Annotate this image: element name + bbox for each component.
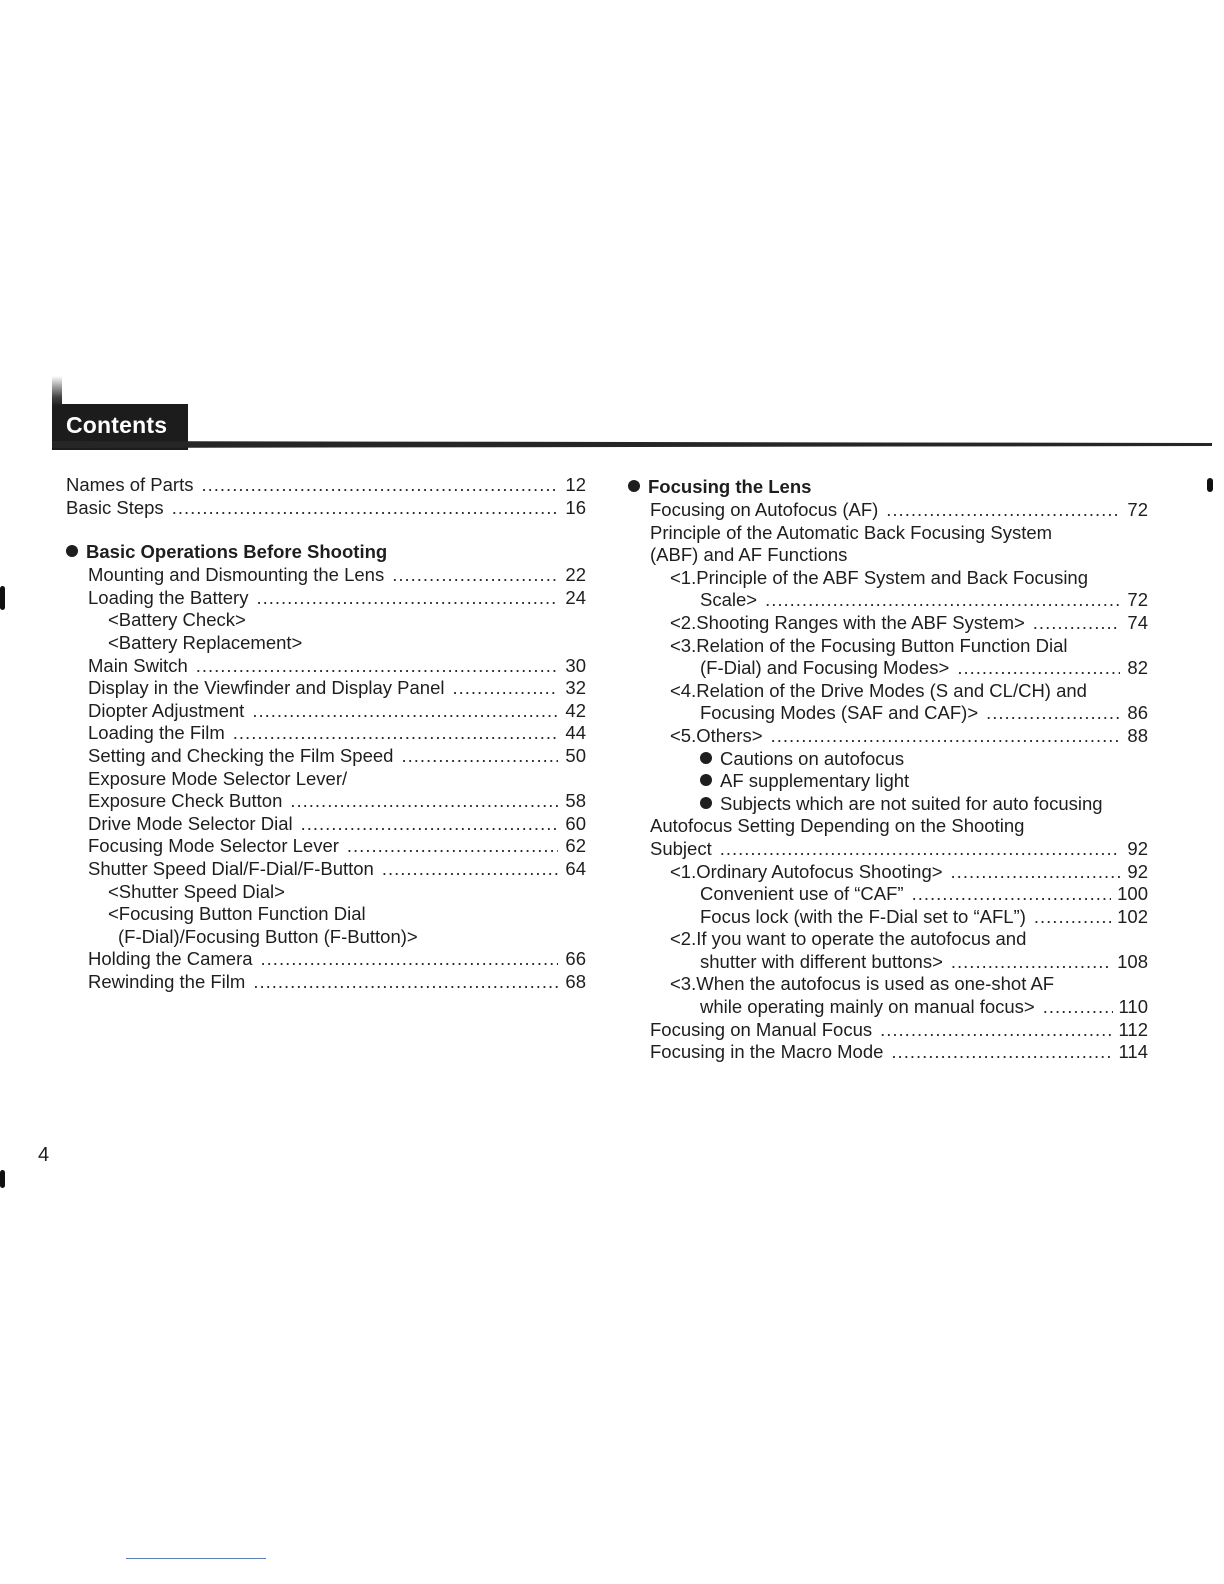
- toc-subentry[interactable]: <2.If you want to operate the autofocus and: [670, 928, 1027, 950]
- toc-entry-line[interactable]: Principle of the Automatic Back Focusing System: [650, 521, 1053, 543]
- bullet-icon: [628, 480, 640, 492]
- toc-entry-line[interactable]: Autofocus Setting Depending on the Shooting: [650, 815, 1025, 837]
- toc-subentry[interactable]: <3.When the autofocus is used as one-shot AF: [670, 973, 1055, 995]
- toc-subentry[interactable]: shutter with different buttons> ..... 108: [628, 951, 1148, 974]
- toc-entry[interactable]: Holding the Camera ..... 66: [66, 948, 586, 971]
- toc-subentry[interactable]: Focusing Modes (SAF and CAF)> ..... 86: [628, 702, 1148, 725]
- toc-bullet-item[interactable]: Subjects which are not suited for auto focusing: [628, 793, 1148, 816]
- toc-bullet-item[interactable]: AF supplementary light: [628, 770, 1148, 793]
- toc-subentry[interactable]: <5.Others> ..... 88: [628, 725, 1148, 748]
- section-heading: Focusing the Lens: [628, 476, 1148, 499]
- bullet-icon: [700, 774, 712, 786]
- page-title: Contents: [66, 412, 168, 438]
- toc-entry[interactable]: Mounting and Dismounting the Lens ..... 22: [66, 564, 586, 587]
- bullet-icon: [700, 752, 712, 764]
- page-number: 4: [38, 1144, 50, 1166]
- scan-edge-mark: [0, 1170, 5, 1188]
- scan-edge-mark: [0, 586, 5, 610]
- header-rule: [52, 437, 1212, 449]
- toc-entry[interactable]: Subject ..... 92: [628, 838, 1148, 861]
- toc-subentry[interactable]: Scale> ..... 72: [628, 589, 1148, 612]
- toc-entry[interactable]: Focusing on Autofocus (AF) ..... 72: [628, 499, 1148, 522]
- toc-entry[interactable]: Focusing on Manual Focus ..... 112: [628, 1019, 1148, 1042]
- toc-subentry[interactable]: <Shutter Speed Dial>: [108, 880, 285, 902]
- toc-subentry[interactable]: Focus lock (with the F-Dial set to “AFL”) ..... 102: [628, 906, 1148, 929]
- toc-subentry[interactable]: <1.Ordinary Autofocus Shooting> ..... 92: [628, 861, 1148, 884]
- toc-entry[interactable]: Loading the Film ..... 44: [66, 722, 586, 745]
- toc-bullet-item[interactable]: Cautions on autofocus: [628, 748, 1148, 771]
- toc-entry[interactable]: Display in the Viewfinder and Display Panel ..... 32: [66, 677, 586, 700]
- toc-subentry[interactable]: <3.Relation of the Focusing Button Function Dial: [670, 634, 1068, 656]
- toc-entry-line[interactable]: (ABF) and AF Functions: [650, 544, 848, 566]
- toc-subentry[interactable]: <4.Relation of the Drive Modes (S and CL/CH) and: [670, 679, 1087, 701]
- toc-subentry[interactable]: while operating mainly on manual focus> ..... 110: [628, 996, 1148, 1019]
- toc-entry[interactable]: Rewinding the Film ..... 68: [66, 971, 586, 994]
- toc-entry-line[interactable]: Exposure Mode Selector Lever/: [88, 767, 348, 789]
- bottom-rule: [126, 1558, 266, 1559]
- toc-right-column: [628, 476, 1148, 1064]
- toc-entry[interactable]: Diopter Adjustment ..... 42: [66, 700, 586, 723]
- toc-entry[interactable]: Loading the Battery ..... 24: [66, 587, 586, 610]
- toc-subentry[interactable]: <Battery Check>: [108, 609, 246, 631]
- toc-entry[interactable]: Shutter Speed Dial/F-Dial/F-Button ..... 64: [66, 858, 586, 881]
- toc-entry[interactable]: Setting and Checking the Film Speed ..... 50: [66, 745, 586, 768]
- toc-subentry-line[interactable]: (F-Dial)/Focusing Button (F-Button)>: [118, 925, 418, 947]
- toc-subentry[interactable]: <Battery Replacement>: [108, 631, 303, 653]
- toc-subentry[interactable]: <Focusing Button Function Dial: [108, 903, 366, 925]
- toc-subentry[interactable]: <2.Shooting Ranges with the ABF System> ..... 74: [628, 612, 1148, 635]
- toc-entry[interactable]: Drive Mode Selector Dial ..... 60: [66, 813, 586, 836]
- toc-entry[interactable]: Focusing in the Macro Mode ..... 114: [628, 1041, 1148, 1064]
- toc-entry[interactable]: Basic Steps ..... 16: [66, 497, 586, 520]
- toc-subentry[interactable]: (F-Dial) and Focusing Modes> ..... 82: [628, 657, 1148, 680]
- section-heading: Basic Operations Before Shooting: [66, 541, 586, 564]
- toc-entry[interactable]: Main Switch ..... 30: [66, 655, 586, 678]
- toc-subentry[interactable]: Convenient use of “CAF” ..... 100: [628, 883, 1148, 906]
- bullet-icon: [700, 797, 712, 809]
- scan-edge-mark: [1207, 478, 1213, 492]
- toc-left-column: [66, 474, 586, 993]
- toc-entry[interactable]: Focusing Mode Selector Lever ..... 62: [66, 835, 586, 858]
- toc-entry[interactable]: Names of Parts ..... 12: [66, 474, 586, 497]
- toc-subentry[interactable]: <1.Principle of the ABF System and Back Focusing: [670, 566, 1089, 588]
- toc-entry[interactable]: Exposure Check Button ..... 58: [66, 790, 586, 813]
- bullet-icon: [66, 545, 78, 557]
